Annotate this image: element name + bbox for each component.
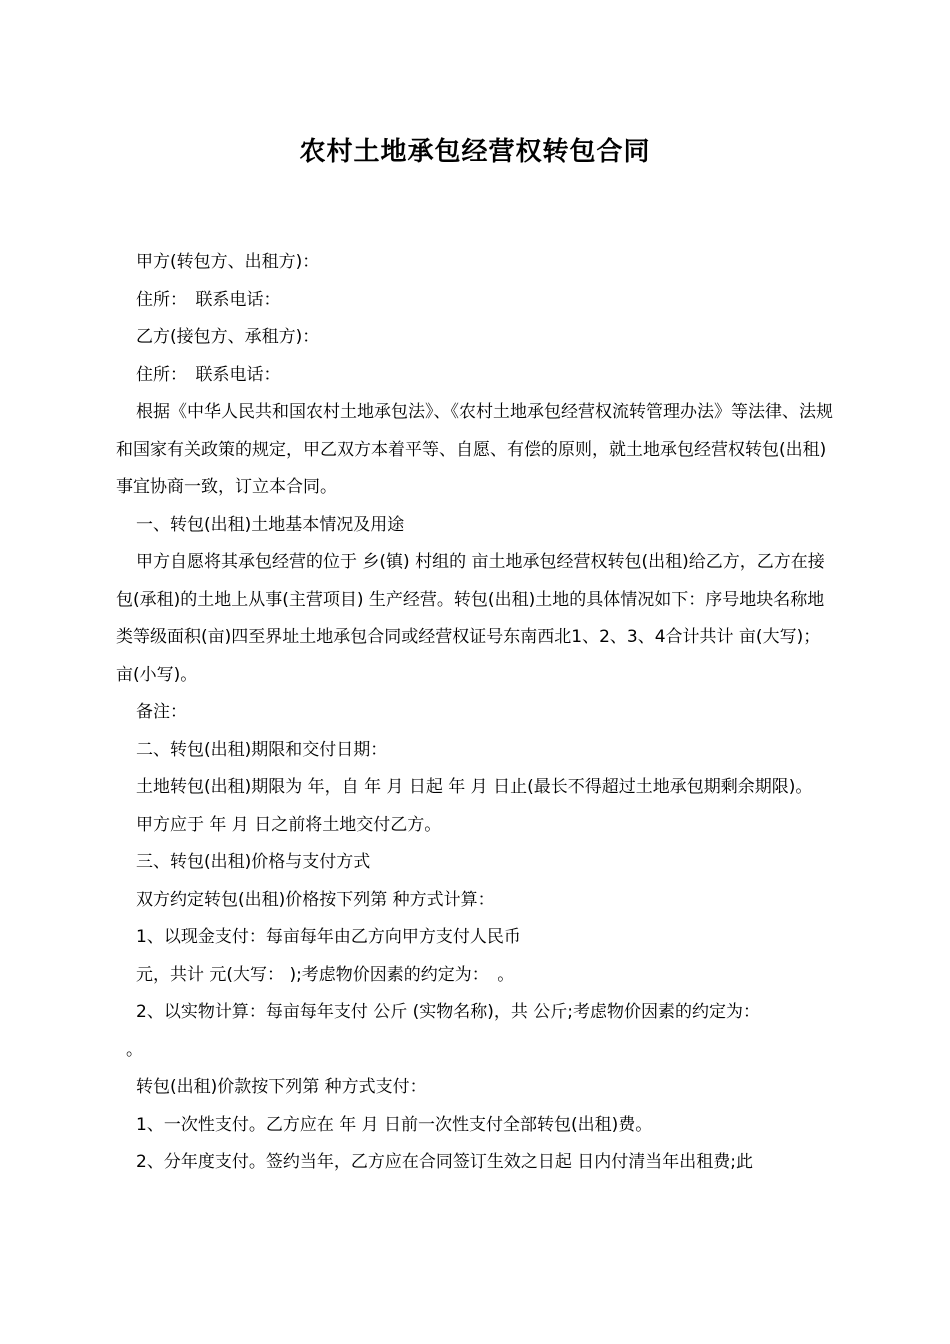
paragraph-cash-payment: 1、以现金支付：每亩每年由乙方向甲方支付人民币 <box>136 927 521 947</box>
paragraph-party-b-address: 住所： 联系电话： <box>136 364 281 385</box>
paragraph-delivery: 甲方应于 年 月 日之前将土地交付乙方。 <box>136 814 442 835</box>
paragraph-payment-method: 转包(出租)价款按下列第 种方式支付： <box>136 1077 427 1097</box>
section-heading-1: 一、转包(出租)土地基本情况及用途 <box>136 514 405 535</box>
section-heading-3: 三、转包(出租)价格与支付方式 <box>136 852 371 872</box>
paragraph-term: 土地转包(出租)期限为 年，自 年 月 日起 年 月 日止(最长不得超过土地承包期剩余期限)。 <box>136 777 813 797</box>
paragraph-party-a: 甲方(转包方、出租方)： <box>136 252 320 272</box>
section-heading-2: 二、转包(出租)期限和交付日期： <box>136 739 388 760</box>
paragraph-party-b: 乙方(接包方、承租方)： <box>136 327 320 347</box>
paragraph-in-kind-end: 。 <box>126 1039 143 1060</box>
paragraph-party-a-address: 住所： 联系电话： <box>136 289 281 310</box>
document-body <box>116 244 840 1182</box>
paragraph-annual-payment: 2、分年度支付。签约当年，乙方应在合同签订生效之日起 日内付清当年出租费;此 <box>136 1152 753 1172</box>
paragraph-remarks: 备注： <box>136 702 187 722</box>
paragraph-in-kind-payment: 2、以实物计算：每亩每年支付 公斤 (实物名称)，共 公斤;考虑物价因素的约定为： <box>136 1002 761 1022</box>
paragraph-preamble: 根据《中华人民共和国农村土地承包法》、《农村土地承包经营权流转管理办法》等法律、法规和国家有关政策的规定，甲乙双方本着平等、自愿、有偿的原则，就土地承包经营权转包(出租)事宜协商一致，订立本合同。 <box>116 402 833 497</box>
document-title: 农村土地承包经营权转包合同 <box>299 137 651 167</box>
paragraph-price-method: 双方约定转包(出租)价格按下列第 种方式计算： <box>136 889 495 910</box>
paragraph-land-details: 甲方自愿将其承包经营的位于 乡(镇) 村组的 亩土地承包经营权转包(出租)给乙方，乙方在接包(承租)的土地上从事(主营项目) 生产经营。转包(出租)土地的具体情况如下：序号地块名称地类等级面积(亩)四至界址土地承包合同或经营权证号东南西北1、2、3、4合计共计 亩(大写)； 亩(小写)。 <box>116 552 826 685</box>
paragraph-lump-sum: 1、一次性支付。乙方应在 年 月 日前一次性支付全部转包(出租)费。 <box>136 1114 653 1135</box>
paragraph-cash-amount: 元，共计 元(大写： );考虑物价因素的约定为： 。 <box>136 964 515 985</box>
